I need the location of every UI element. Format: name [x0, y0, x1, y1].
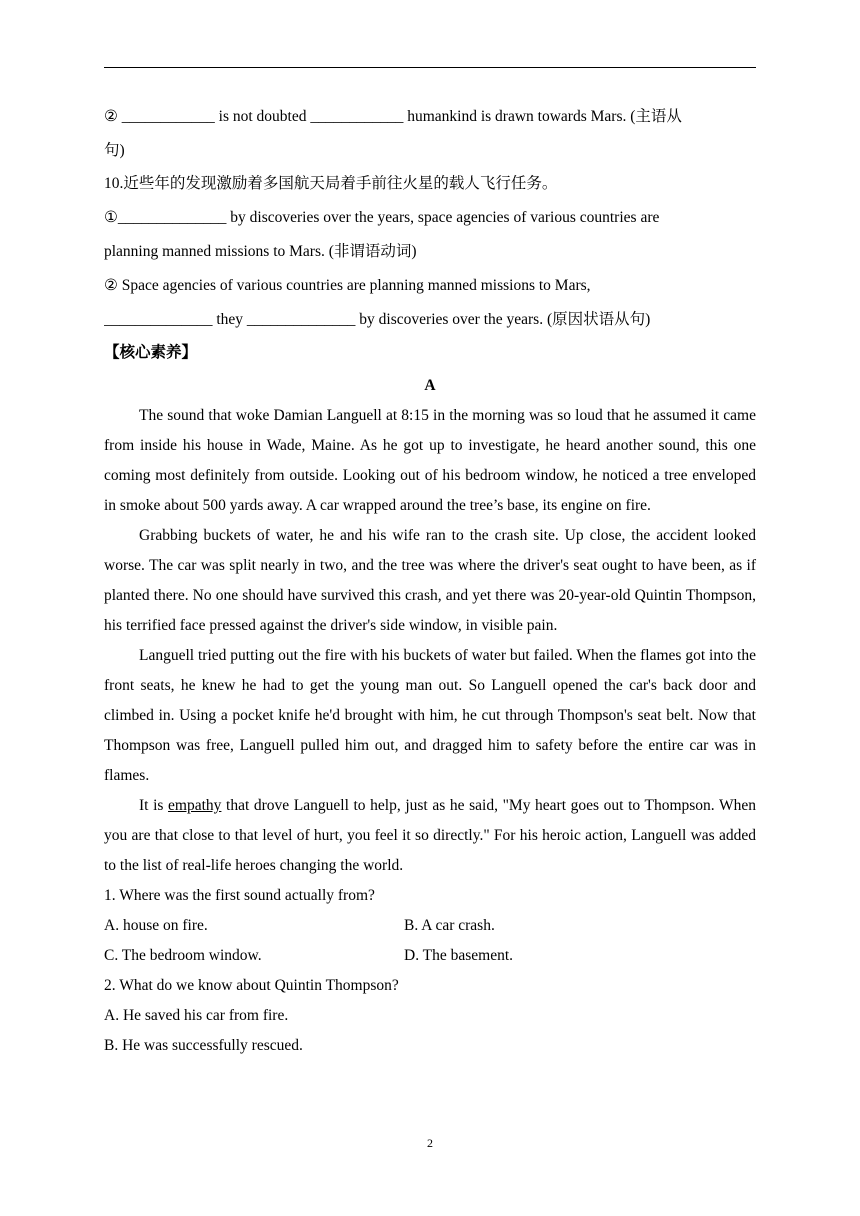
question-1-options-row-2	[104, 941, 756, 971]
option-b: B. He was successfully rescued.	[104, 1037, 303, 1054]
underlined-word: empathy	[168, 797, 222, 814]
header-rule	[104, 67, 756, 68]
exercise10-item2-cont: ______________ they ______________ by discoveries over the years. (原因状语从句)	[104, 311, 651, 328]
option-a: A. house on fire.	[104, 917, 208, 934]
question-1-options-row-1	[104, 911, 756, 941]
document-body	[104, 102, 756, 1061]
question-1-stem: 1. Where was the first sound actually from?	[104, 887, 375, 904]
exercise10-item1: ①______________ by discoveries over the years, space agencies of various countries are	[104, 209, 660, 226]
option-c: C. The bedroom window.	[104, 947, 262, 964]
passage-paragraph-2: Grabbing buckets of water, he and his wife ran to the crash site. Up close, the accident looked worse. The car was split nearly in two, and the tree was where the driver's seat ought to have been, as if planted there. No one should have survived this crash, and yet there was 20-year-old Quintin Thompson, his terrified face pressed against the driver's side window, in visible pain.	[104, 527, 756, 634]
option-d: D. The basement.	[404, 947, 514, 964]
exercise10-item2: ② Space agencies of various countries are planning manned missions to Mars,	[104, 277, 591, 294]
passage-title: A	[424, 377, 436, 394]
exercise9-item2-cont: 句)	[104, 142, 125, 159]
question-2-stem: 2. What do we know about Quintin Thompson?	[104, 977, 399, 994]
exercise9-item2: ② ____________ is not doubted ____________ humankind is drawn towards Mars. (主语从	[104, 108, 682, 125]
passage-paragraph-3: Languell tried putting out the fire with his buckets of water but failed. When the flames got into the front seats, he knew he had to get the young man out. So Languell opened the car's back door and climbed in. Using a pocket knife he'd brought with him, he cut through Thompson's seat belt. Now that Thompson was free, Languell pulled him out, and dragged him to safety before the entire car was in flames.	[104, 647, 756, 784]
passage-paragraph-4	[104, 791, 756, 881]
exercise10-stem: 10.近些年的发现激励着多国航天局着手前往火星的载人飞行任务。	[104, 175, 558, 192]
option-b: B. A car crash.	[404, 917, 495, 934]
passage-paragraph-1: The sound that woke Damian Languell at 8:15 in the morning was so loud that he assumed it came from inside his house in Wade, Maine. As he got up to investigate, he heard another sound, this one coming most definitely from outside. Looking out of his bedroom window, he noticed a tree enveloped in smoke about 500 yards away. A car wrapped around the tree’s base, its engine on fire.	[104, 407, 756, 514]
section-heading: 【核心素养】	[104, 344, 198, 361]
p4-after: that drove Languell to help, just as he said, "My heart goes out to Thompson. When you are that close to that level of hurt, you feel it so directly." For his heroic action, Languell was added to the list of real-life heroes changing the world.	[104, 797, 757, 874]
exercise10-item1-cont: planning manned missions to Mars. (非谓语动词)	[104, 243, 417, 260]
page-number: 2	[427, 1136, 433, 1150]
p4-before: It is	[139, 797, 169, 814]
option-a: A. He saved his car from fire.	[104, 1007, 289, 1024]
